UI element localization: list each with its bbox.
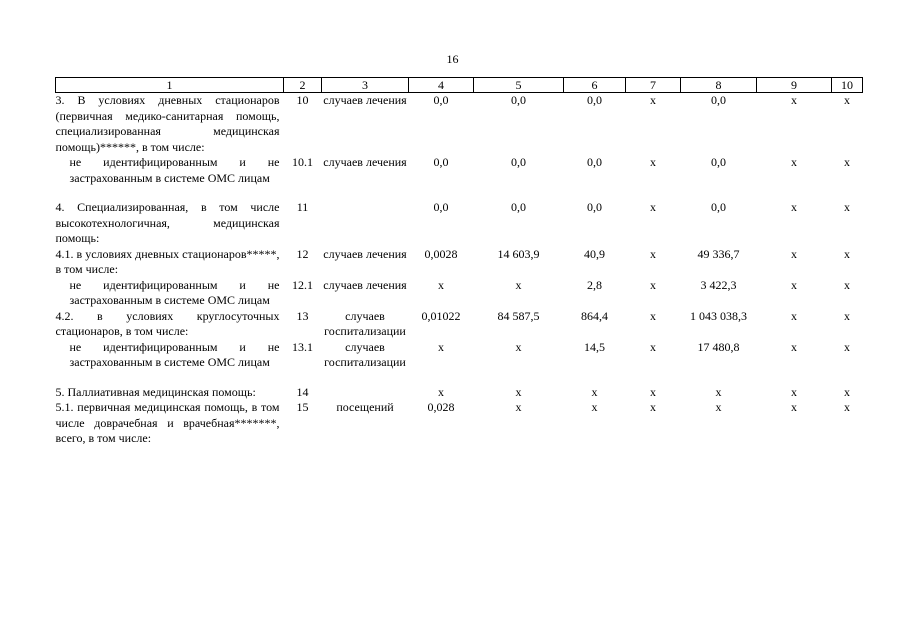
row-label: 4.2. в условиях круглосуточных стационаров, в том числе: <box>55 308 280 338</box>
row-number: 12 <box>296 246 309 261</box>
row-label: 5. Паллиативная медицинская помощь: <box>55 384 256 399</box>
cell-value: х <box>438 339 444 354</box>
table-row <box>56 309 863 340</box>
cell-value: х <box>650 400 656 414</box>
cell-value: 0,0 <box>511 155 526 169</box>
cell-value: 0,0 <box>433 93 449 107</box>
cell-value: 14 603,9 <box>497 246 540 261</box>
row-number: 12.1 <box>292 277 313 292</box>
row-number: 10.1 <box>292 155 313 169</box>
cell-value: х <box>844 339 850 354</box>
table-row <box>56 278 863 309</box>
column-header: 7 <box>626 78 681 93</box>
cell-value: х <box>715 384 722 399</box>
cell-value: х <box>515 277 522 292</box>
cell-value: х <box>715 400 722 414</box>
row-unit <box>322 200 409 247</box>
row-unit: случаев лечения <box>323 93 407 107</box>
row-spacer <box>56 186 863 200</box>
row-unit: случаев госпитализации <box>324 308 406 338</box>
cell-value: х <box>591 384 598 399</box>
row-unit: случаев лечения <box>323 277 407 292</box>
cell-value: х <box>791 200 797 214</box>
cell-value: 2,8 <box>587 277 602 292</box>
table-row <box>56 400 863 447</box>
cell-value: 0,0 <box>587 93 602 107</box>
cell-value: х <box>438 277 444 292</box>
cell-value: х <box>650 246 656 261</box>
cell-value: 0,0 <box>711 200 726 214</box>
column-header: 5 <box>474 78 564 93</box>
row-label: 4.1. в условиях дневных стационаров*****, в том числе: <box>55 246 280 276</box>
cell-value: х <box>844 384 850 399</box>
cell-value: х <box>791 400 797 414</box>
cell-value: 0,0 <box>511 93 526 107</box>
row-number: 10 <box>296 93 309 107</box>
cell-value: х <box>650 200 656 214</box>
row-unit: случаев госпитализации <box>324 339 406 369</box>
column-header: 4 <box>409 78 474 93</box>
cell-value: 49 336,7 <box>697 246 740 261</box>
cell-value: х <box>650 277 656 292</box>
cell-value: 0,01022 <box>421 308 461 323</box>
row-number: 13 <box>296 308 309 323</box>
cell-value: х <box>844 155 850 169</box>
cell-value: х <box>650 384 656 399</box>
cell-value: х <box>438 384 444 399</box>
row-number: 13.1 <box>292 339 313 354</box>
row-spacer <box>56 371 863 385</box>
cell-value: 1 043 038,3 <box>690 308 747 323</box>
cell-value: 0,0 <box>711 93 726 107</box>
cell-value: х <box>844 400 850 414</box>
cell-value: х <box>515 384 522 399</box>
table-row <box>56 93 863 156</box>
column-header: 10 <box>832 78 863 93</box>
cell-value: х <box>515 339 522 354</box>
table-row <box>56 155 863 186</box>
cell-value: х <box>844 93 850 107</box>
row-label: не идентифицированным и не застрахованным в системе ОМС лицам <box>69 277 280 307</box>
cell-value: 0,0028 <box>424 246 458 261</box>
table-row <box>56 247 863 278</box>
cell-value: х <box>650 155 656 169</box>
row-label: не идентифицированным и не застрахованным в системе ОМС лицам <box>69 155 280 185</box>
cell-value: х <box>791 93 797 107</box>
column-header: 8 <box>681 78 757 93</box>
table-row <box>56 200 863 247</box>
cell-value: х <box>791 308 797 323</box>
cell-value: х <box>844 246 850 261</box>
column-header: 2 <box>284 78 322 93</box>
cell-value: 84 587,5 <box>497 308 540 323</box>
cell-value: 864,4 <box>581 308 608 323</box>
cell-value: х <box>791 384 797 399</box>
row-unit: посещений <box>336 400 394 414</box>
cell-value: х <box>791 277 797 292</box>
row-number: 11 <box>296 200 309 214</box>
column-header: 6 <box>564 78 626 93</box>
cell-value: 0,028 <box>427 400 455 414</box>
header-row <box>56 78 863 93</box>
cell-value: х <box>791 339 797 354</box>
cell-value: х <box>650 308 656 323</box>
cell-value: х <box>791 246 797 261</box>
row-label: не идентифицированным и не застрахованным в системе ОМС лицам <box>69 339 280 369</box>
page-number: 16 <box>446 52 459 66</box>
table-row <box>56 340 863 371</box>
column-header: 9 <box>757 78 832 93</box>
cell-value: 17 480,8 <box>697 339 740 354</box>
cell-value: х <box>591 400 598 414</box>
cell-value: 0,0 <box>587 200 602 214</box>
cell-value: х <box>515 400 522 414</box>
column-header: 1 <box>56 78 284 93</box>
cell-value: 0,0 <box>433 155 449 169</box>
cell-value: х <box>844 308 850 323</box>
row-unit: случаев лечения <box>323 246 407 261</box>
row-unit <box>322 385 409 401</box>
cell-value: 0,0 <box>433 200 449 214</box>
row-unit: случаев лечения <box>323 155 407 169</box>
cell-value: 3 422,3 <box>700 277 737 292</box>
cell-value: х <box>844 200 850 214</box>
cell-value: х <box>791 155 797 169</box>
data-table <box>55 77 863 447</box>
table-row <box>56 385 863 401</box>
row-label: 3. В условиях дневных стационаров (первичная медико-санитарная помощь, специализированная медицинская помощь)******, в том числе: <box>55 93 280 154</box>
cell-value: 0,0 <box>587 155 602 169</box>
cell-value: 0,0 <box>511 200 526 214</box>
cell-value: х <box>650 339 656 354</box>
row-label: 5.1. первичная медицинская помощь, в том числе доврачебная и врачебная*******, всего, в том числе: <box>55 400 280 445</box>
cell-value: 0,0 <box>711 155 726 169</box>
cell-value: х <box>650 93 656 107</box>
cell-value: 40,9 <box>584 246 605 261</box>
row-number: 15 <box>296 400 309 414</box>
cell-value: 14,5 <box>584 339 605 354</box>
column-header: 3 <box>322 78 409 93</box>
cell-value: х <box>844 277 850 292</box>
row-label: 4. Специализированная, в том числе высокотехнологичная, медицинская помощь: <box>55 200 280 245</box>
row-number: 14 <box>296 384 309 399</box>
